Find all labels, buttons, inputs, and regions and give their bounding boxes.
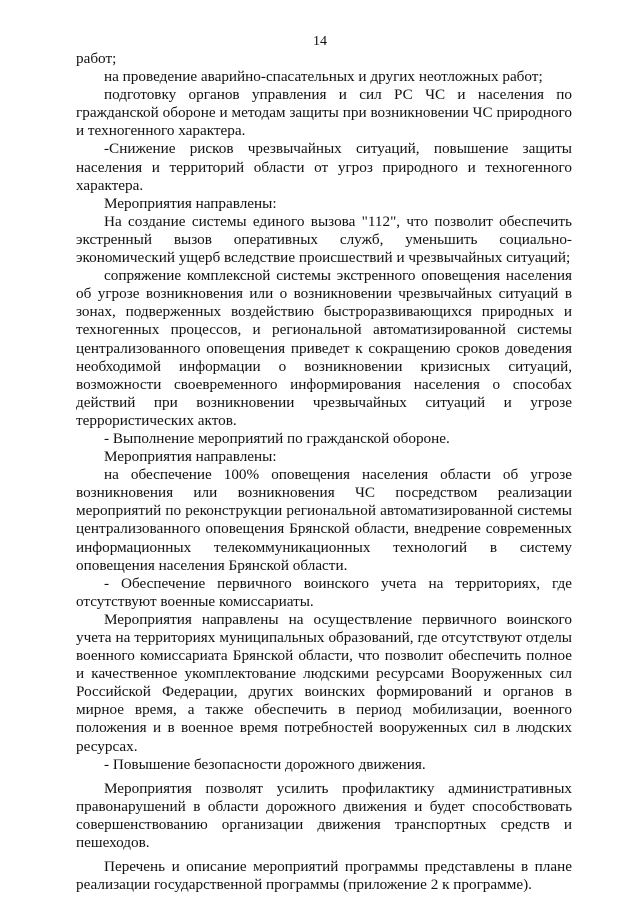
paragraph: работ; <box>76 50 117 67</box>
paragraph: Мероприятия направлены на осуществление первичного воинского учета на территориях муниципальных образований, где отсутствуют отделы военного комиссариата Брянской области, что позволит обеспечить полное и качественное укомплектование людскими ресурсами Вооруженных сил Российской Федерации, других воинских формирований и органов в мирное время, а также обеспечить в период мобилизации, военного положения и в военное время потребностей вооруженных сил в людских ресурсах. <box>76 610 572 755</box>
paragraph: -Снижение рисков чрезвычайных ситуаций, повышение защиты населения и территорий области от угроз природного и техногенного характера. <box>76 140 572 194</box>
paragraph: Перечень и описание мероприятий программы представлены в плане реализации государственной программы (приложение 2 к программе). <box>76 858 572 894</box>
paragraph: - Выполнение мероприятий по гражданской обороне. <box>104 429 450 447</box>
paragraph: - Обеспечение первичного воинского учета на территориях, где отсутствуют военные комиссариаты. <box>76 574 572 610</box>
paragraph: на обеспечение 100% оповещения населения области об угрозе возникновения или возникновения ЧС посредством реализации мероприятий по реконструкции региональной автоматизированной системы централизованного оповещения Брянской области, внедрение современных информационных телекоммуникационных технологий в систему оповещения населения Брянской области. <box>76 466 572 574</box>
paragraph: на проведение аварийно-спасательных и других неотложных работ; <box>104 68 543 86</box>
paragraph: Мероприятия направлены: <box>104 194 277 212</box>
paragraph: - Повышение безопасности дорожного движения. <box>104 755 426 773</box>
paragraph: На создание системы единого вызова "112", что позволит обеспечить экстренный вызов оперативных служб, уменьшить социально-экономический ущерб вследствие происшествий и чрезвычайных ситуаций; <box>76 212 572 267</box>
paragraph: Мероприятия направлены: <box>104 448 277 466</box>
paragraph: Мероприятия позволят усилить профилактику административных правонарушений в области дорожного движения и будет способствовать совершенствованию организации движения транспортных средств и пешеходов. <box>76 779 572 852</box>
paragraph: сопряжение комплексной системы экстренного оповещения населения об угрозе возникновения или о возникновении чрезвычайных ситуаций в зонах, подверженных воздействию быстроразвивающихся природных и техногенных процессов, и региональной автоматизированной системы централизованного оповещения приведет к сокращению сроков доведения необходимой информации о возникновении кризисных ситуаций, возможности своевременного информирования населения о способах действий при возникновении чрезвычайных ситуаций и угрозе террористических актов. <box>76 267 572 429</box>
document-body <box>76 50 572 894</box>
paragraph: подготовку органов управления и сил РС ЧС и населения по гражданской обороне и методам защиты при возникновении ЧС природного и техногенного характера. <box>76 86 572 140</box>
page-number: 14 <box>313 34 327 49</box>
